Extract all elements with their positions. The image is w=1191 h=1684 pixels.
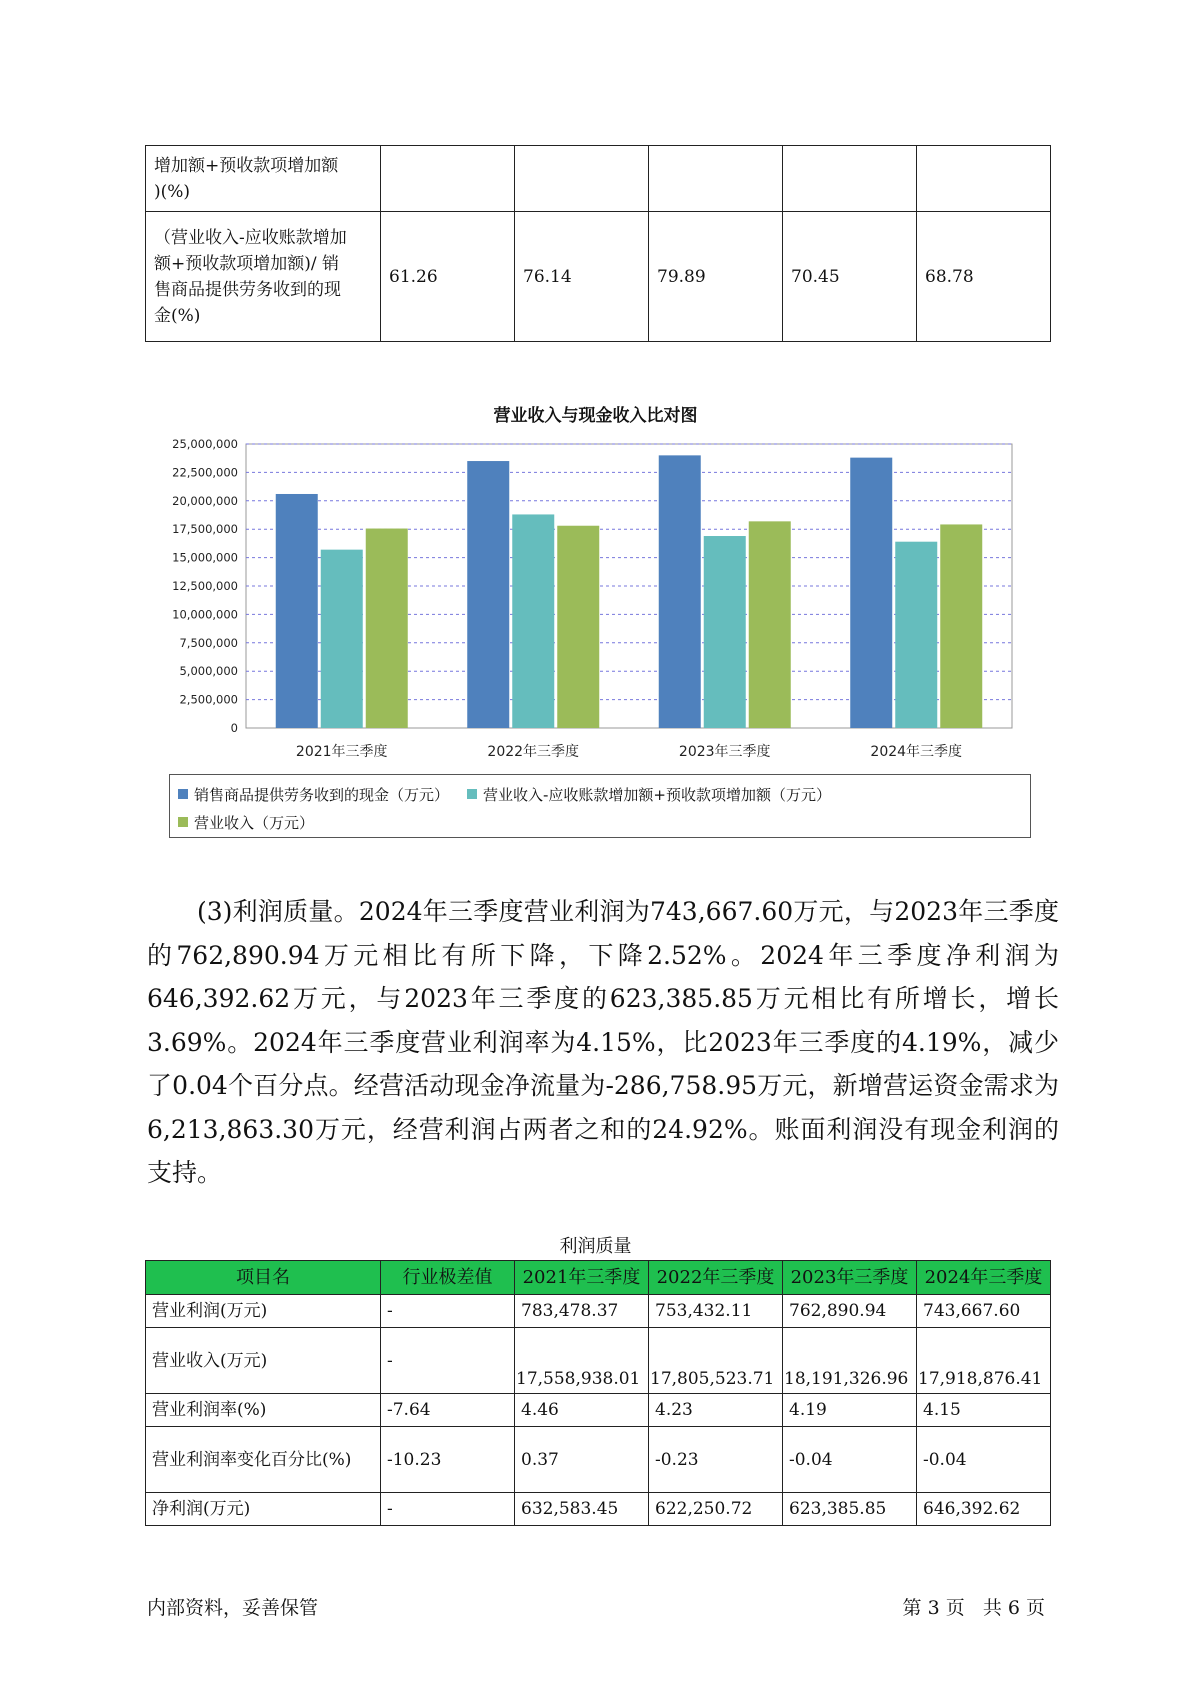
cell: 17,918,876.41: [917, 1328, 1051, 1394]
cell: 783,478.37: [515, 1295, 649, 1328]
bar: [557, 526, 599, 728]
x-tick-label: 2021年三季度: [295, 744, 388, 760]
cell: 622,250.72: [649, 1493, 783, 1526]
cell: 营业利润率变化百分比(%): [146, 1427, 381, 1493]
column-header: 项目名: [146, 1261, 381, 1295]
cell: [381, 146, 515, 212]
bar: [276, 494, 318, 728]
cell: 632,583.45: [515, 1493, 649, 1526]
table-row: [146, 1493, 1051, 1526]
footer-note: 内部资料，妥善保管: [147, 1597, 319, 1619]
bar: [321, 550, 363, 728]
table-row: [146, 1394, 1051, 1427]
cell: 营业利润率(%): [146, 1394, 381, 1427]
bar-chart: [140, 430, 1020, 770]
cell: -0.23: [649, 1427, 783, 1493]
table-row: [146, 1295, 1051, 1328]
cell: [917, 146, 1051, 212]
y-tick-label: 2,500,000: [179, 692, 238, 707]
bar: [704, 536, 746, 728]
cell: 70.45: [783, 212, 917, 342]
legend-label: 营业收入（万元）: [194, 813, 315, 832]
y-tick-label: 12,500,000: [172, 579, 238, 593]
legend-label: 营业收入-应收账款增加额+预收款项增加额（万元）: [483, 785, 831, 804]
cell: 4.46: [515, 1394, 649, 1427]
cell: 762,890.94: [783, 1295, 917, 1328]
cell: -: [381, 1295, 515, 1328]
cell: 0.37: [515, 1427, 649, 1493]
cell: 4.23: [649, 1394, 783, 1427]
profit-table: [145, 1260, 1051, 1526]
bar: [749, 521, 791, 728]
row-label: [146, 212, 381, 342]
cell: [649, 146, 783, 212]
table-caption: 利润质量: [559, 1236, 632, 1257]
column-header: 2023年三季度: [783, 1261, 917, 1295]
column-header: 2024年三季度: [917, 1261, 1051, 1295]
cell: -0.04: [783, 1427, 917, 1493]
column-header: 2022年三季度: [649, 1261, 783, 1295]
cell: 61.26: [381, 212, 515, 342]
legend-swatch: [178, 817, 188, 827]
y-tick-label: 5,000,000: [179, 664, 238, 679]
cell: -: [381, 1328, 515, 1394]
table-row: [146, 212, 1051, 342]
bar: [940, 524, 982, 728]
y-tick-label: 17,500,000: [172, 522, 238, 537]
cell: 68.78: [917, 212, 1051, 342]
cell: 18,191,326.96: [783, 1328, 917, 1394]
chart-title: 营业收入与现金收入比对图: [493, 406, 698, 426]
cell: [783, 146, 917, 212]
cell: 76.14: [515, 212, 649, 342]
label-line: 金(%): [154, 305, 201, 326]
cell: -0.04: [917, 1427, 1051, 1493]
column-header: 2021年三季度: [515, 1261, 649, 1295]
label-line: 售商品提供劳务收到的现: [154, 279, 341, 300]
label-line: （营业收入-应收账款增加: [154, 227, 347, 248]
chart-legend: [169, 774, 1031, 838]
bar: [512, 514, 554, 728]
cell: -10.23: [381, 1427, 515, 1493]
table-row: [146, 146, 1051, 212]
label-line: 额+预收款项增加额)/ 销: [154, 253, 340, 274]
cell: 营业利润(万元): [146, 1295, 381, 1328]
legend-item: [178, 812, 314, 833]
cell: -7.64: [381, 1394, 515, 1427]
bar: [850, 458, 892, 728]
page-number: 第 3 页 共 6 页: [902, 1597, 1045, 1619]
cell: 743,667.60: [917, 1295, 1051, 1328]
cell: -: [381, 1493, 515, 1526]
cell: 净利润(万元): [146, 1493, 381, 1526]
legend-item: [178, 784, 449, 805]
y-tick-label: 22,500,000: [172, 465, 238, 480]
label-line: 增加额+预收款项增加额: [154, 155, 339, 176]
label-line: )(%): [154, 181, 191, 202]
x-tick-label: 2023年三季度: [678, 744, 771, 760]
bar: [467, 461, 509, 728]
cell: 17,805,523.71: [649, 1328, 783, 1394]
x-tick-label: 2022年三季度: [487, 744, 580, 760]
y-tick-label: 7,500,000: [179, 635, 238, 650]
cell: 17,558,938.01: [515, 1328, 649, 1394]
cell: 753,432.11: [649, 1295, 783, 1328]
y-tick-label: 15,000,000: [172, 550, 238, 565]
y-tick-label: 20,000,000: [172, 493, 238, 508]
cell: 646,392.62: [917, 1493, 1051, 1526]
legend-swatch: [178, 789, 188, 799]
table-row: [146, 1427, 1051, 1493]
cell: 79.89: [649, 212, 783, 342]
y-tick-label: 25,000,000: [172, 437, 238, 451]
bar: [895, 542, 937, 728]
cell: 623,385.85: [783, 1493, 917, 1526]
column-header: 行业极差值: [381, 1261, 515, 1295]
legend-item: [467, 784, 831, 805]
cell: [515, 146, 649, 212]
y-tick-label: 0: [230, 721, 238, 735]
table-header-row: [146, 1261, 1051, 1295]
row-label: [146, 146, 381, 212]
legend-row: [178, 808, 1022, 836]
cell: 4.15: [917, 1394, 1051, 1427]
top-table: [145, 145, 1051, 342]
table-row: [146, 1328, 1051, 1394]
x-tick-label: 2024年三季度: [870, 744, 963, 760]
legend-swatch: [467, 789, 477, 799]
bar: [659, 455, 701, 728]
legend-row: [178, 780, 1022, 808]
legend-label: 销售商品提供劳务收到的现金（万元）: [194, 785, 450, 804]
body-paragraph: (3)利润质量。2024年三季度营业利润为743,667.60万元，与2023年三季度的762,890.94万元相比有所下降，下降2.52%。2024年三季度净利润为646,392.62万元，与2023年三季度的623,385.85万元相比有所增长，增长3.69%。2024年三季度营业利润率为4.15%，比2023年三季度的4.19%，减少了0.04个百分点。经营活动现金净流量为-286,758.95万元，新增营运资金需求为6,213,863.30万元，经营利润占两者之和的24.92%。账面利润没有现金利润的支持。: [147, 897, 1059, 1187]
cell: 4.19: [783, 1394, 917, 1427]
y-tick-label: 10,000,000: [172, 607, 238, 622]
bar: [366, 529, 408, 728]
cell: 营业收入(万元): [146, 1328, 381, 1394]
